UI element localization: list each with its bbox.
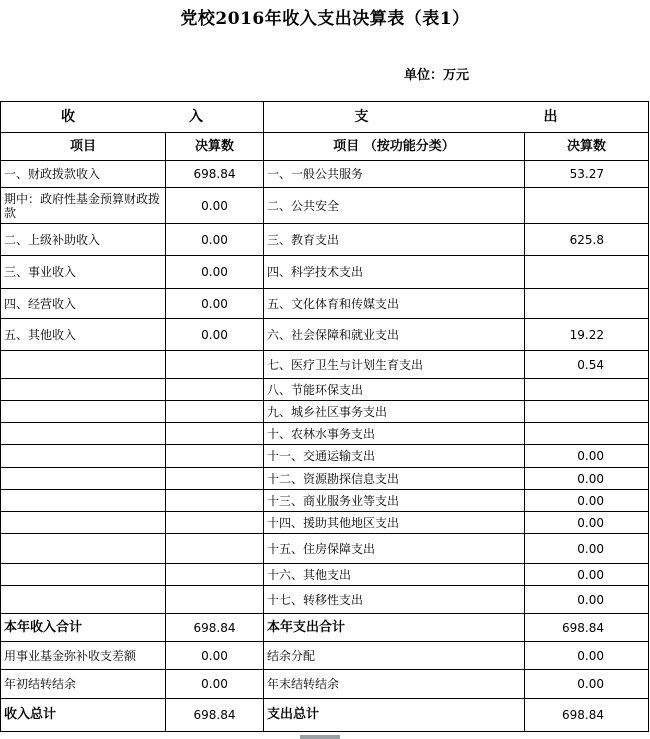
expense-value-cell: [525, 256, 649, 289]
expense-value-cell: 0.00: [525, 445, 649, 468]
expense-value-cell: 0.54: [525, 351, 649, 379]
header-expense-amount: 决算数: [525, 133, 649, 161]
income-item-cell: 四、经营收入: [1, 289, 166, 319]
income-value-cell: 0.00: [166, 319, 264, 351]
income-value-cell: 0.00: [166, 224, 264, 256]
expense-total-label: 支出总计: [264, 699, 525, 732]
income-item-cell: 五、其他收入: [1, 319, 166, 351]
year-income-value: 698.84: [166, 614, 264, 642]
table-row: [1, 490, 649, 512]
expense-item-cell: 五、文化体育和传媒支出: [264, 289, 525, 319]
budget-table: [0, 101, 649, 732]
income-item-cell: [1, 401, 166, 423]
table-row: [1, 586, 649, 614]
total-row: [1, 699, 649, 732]
expense-item-cell: 十三、商业服务业等支出: [264, 490, 525, 512]
expense-value-cell: [525, 401, 649, 423]
income-value-cell: [166, 534, 264, 564]
income-item-cell: 三、事业收入: [1, 256, 166, 289]
table-row: [1, 534, 649, 564]
income-value-cell: [166, 512, 264, 534]
income-item-cell: [1, 564, 166, 586]
expense-item-cell: 六、社会保障和就业支出: [264, 319, 525, 351]
table-title: 党校2016年收入支出决算表（表1）: [180, 9, 470, 29]
income-section-header: 收 入: [1, 102, 264, 133]
expense-value-cell: [525, 379, 649, 401]
income-item-cell: 二、上级补助收入: [1, 224, 166, 256]
expense-value-cell: [525, 188, 649, 224]
expense-item-cell: 八、节能环保支出: [264, 379, 525, 401]
income-value-cell: 0.00: [166, 188, 264, 224]
balance-dist-value: 0.00: [525, 642, 649, 670]
expense-value-cell: 0.00: [525, 564, 649, 586]
table-row: [1, 161, 649, 188]
total-row: [1, 642, 649, 670]
fund-label: 用事业基金弥补收支差额: [1, 642, 166, 670]
expense-item-cell: 十二、资源勘探信息支出: [264, 468, 525, 490]
expense-item-cell: 十、农林水事务支出: [264, 423, 525, 445]
total-row: [1, 614, 649, 642]
table-row: [1, 224, 649, 256]
expense-total-value: 698.84: [525, 699, 649, 732]
expense-section-header: 支 出: [264, 102, 649, 133]
income-value-cell: 0.00: [166, 256, 264, 289]
expense-value-cell: 53.27: [525, 161, 649, 188]
fund-value: 0.00: [166, 642, 264, 670]
income-value-cell: [166, 423, 264, 445]
expense-item-cell: 四、科学技术支出: [264, 256, 525, 289]
income-total-value: 698.84: [166, 699, 264, 732]
income-value-cell: [166, 445, 264, 468]
year-expense-label: 本年支出合计: [264, 614, 525, 642]
income-value-cell: [166, 564, 264, 586]
expense-value-cell: [525, 289, 649, 319]
table-row: [1, 289, 649, 319]
expense-item-cell: 十五、住房保障支出: [264, 534, 525, 564]
expense-value-cell: 0.00: [525, 490, 649, 512]
total-row: [1, 670, 649, 699]
expense-item-cell: 十七、转移性支出: [264, 586, 525, 614]
table-row: [1, 512, 649, 534]
income-value-cell: [166, 468, 264, 490]
expense-item-cell: 三、教育支出: [264, 224, 525, 256]
end-value: 0.00: [525, 670, 649, 699]
begin-label: 年初结转结余: [1, 670, 166, 699]
table-row: [1, 379, 649, 401]
expense-value-cell: [525, 423, 649, 445]
expense-value-cell: 0.00: [525, 468, 649, 490]
income-value-cell: 0.00: [166, 289, 264, 319]
expense-item-cell: 十四、援助其他地区支出: [264, 512, 525, 534]
expense-item-cell: 九、城乡社区事务支出: [264, 401, 525, 423]
expense-item-cell: 二、公共安全: [264, 188, 525, 224]
income-item-cell: [1, 534, 166, 564]
table-row: [1, 188, 649, 224]
income-value-cell: [166, 490, 264, 512]
begin-value: 0.00: [166, 670, 264, 699]
income-item-cell: [1, 490, 166, 512]
income-value-cell: [166, 379, 264, 401]
year-expense-value: 698.84: [525, 614, 649, 642]
balance-dist-label: 结余分配: [264, 642, 525, 670]
income-value-cell: 698.84: [166, 161, 264, 188]
expense-value-cell: 0.00: [525, 534, 649, 564]
table-row: [1, 423, 649, 445]
header-expense-item: 项目 （按功能分类）: [264, 133, 525, 161]
income-item-cell: [1, 423, 166, 445]
table-row: [1, 401, 649, 423]
income-item-cell: [1, 351, 166, 379]
expense-item-cell: 十六、其他支出: [264, 564, 525, 586]
income-value-cell: [166, 351, 264, 379]
end-label: 年末结转结余: [264, 670, 525, 699]
expense-item-cell: 七、医疗卫生与计划生育支出: [264, 351, 525, 379]
income-item-cell: [1, 379, 166, 401]
income-item-cell: [1, 445, 166, 468]
income-item-cell: [1, 468, 166, 490]
expense-item-cell: 一、一般公共服务: [264, 161, 525, 188]
income-item-cell: [1, 512, 166, 534]
unit-label: 单位：万元: [404, 68, 470, 83]
expense-value-cell: 19.22: [525, 319, 649, 351]
table-row: [1, 319, 649, 351]
income-value-cell: [166, 586, 264, 614]
income-item-cell: [1, 586, 166, 614]
income-value-cell: [166, 401, 264, 423]
table-row: [1, 351, 649, 379]
expense-value-cell: 0.00: [525, 586, 649, 614]
scroll-indicator: [300, 735, 340, 739]
table-row: [1, 256, 649, 289]
income-item-cell: 一、财政拨款收入: [1, 161, 166, 188]
year-income-label: 本年收入合计: [1, 614, 166, 642]
expense-item-cell: 十一、交通运输支出: [264, 445, 525, 468]
income-item-cell: 期中：政府性基金预算财政拨款: [1, 188, 166, 224]
income-total-label: 收入总计: [1, 699, 166, 732]
table-row: [1, 445, 649, 468]
expense-value-cell: 0.00: [525, 512, 649, 534]
expense-value-cell: 625.8: [525, 224, 649, 256]
table-row: [1, 564, 649, 586]
header-income-item: 项目: [1, 133, 166, 161]
header-income-amount: 决算数: [166, 133, 264, 161]
table-row: [1, 468, 649, 490]
